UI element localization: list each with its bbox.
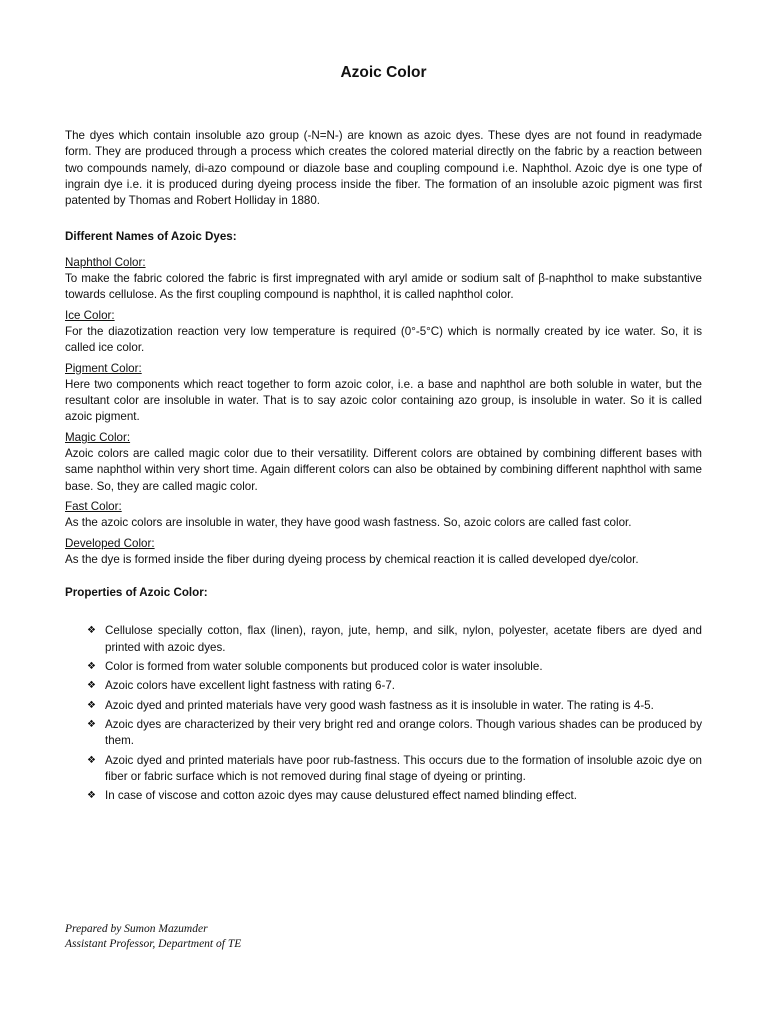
- diamond-bullet-icon: ❖: [87, 754, 96, 766]
- diamond-bullet-icon: ❖: [87, 661, 96, 673]
- list-item: [65, 717, 702, 750]
- name-text: As the dye is formed inside the fiber during dyeing process by chemical reaction it is called developed dye/color.: [65, 552, 639, 566]
- name-heading: Ice Color:: [65, 308, 115, 322]
- footer-position: Assistant Professor, Department of TE: [65, 937, 242, 950]
- diamond-bullet-icon: ❖: [87, 699, 96, 711]
- name-section-magic: [65, 430, 702, 495]
- list-item: [65, 623, 702, 656]
- name-heading: Pigment Color:: [65, 361, 142, 375]
- diamond-bullet-icon: ❖: [87, 790, 96, 802]
- list-item: [65, 659, 702, 675]
- names-heading: Different Names of Azoic Dyes:: [65, 230, 237, 244]
- name-text: As the azoic colors are insoluble in water, they have good wash fastness. So, azoic colors are called fast color.: [65, 516, 632, 530]
- list-item: [65, 698, 702, 714]
- intro-paragraph: The dyes which contain insoluble azo group (-N=N-) are known as azoic dyes. These dyes are not found in readymade form. They are produced through a process which creates the colored material directly on the fabric by a reaction between two compounds namely, di-azo compound or diazole base and coupling compound i.e. Naphthol. Azoic dye is one type of ingrain dye i.e. it is produced during dyeing process inside the fiber. The formation of an insoluble azoic pigment was first patented by Thomas and Robert Holliday in 1880.: [65, 129, 702, 208]
- name-heading: Fast Color:: [65, 499, 122, 513]
- name-section-fast: [65, 499, 702, 532]
- diamond-bullet-icon: ❖: [87, 625, 96, 637]
- property-text: Azoic dyes are characterized by their very bright red and orange colors. Though various shades can be produced by them.: [105, 717, 702, 748]
- properties-list: [65, 623, 702, 804]
- list-item: [65, 753, 702, 786]
- name-text: For the diazotization reaction very low temperature is required (0°-5°C) which is normally created by ice water. So, it is called ice color.: [65, 324, 702, 355]
- footer-author: Prepared by Sumon Mazumder: [65, 923, 208, 935]
- list-item: [65, 788, 702, 804]
- document-footer: [65, 922, 241, 951]
- diamond-bullet-icon: ❖: [87, 718, 96, 730]
- name-text: Azoic colors are called magic color due to their versatility. Different colors are obtained by combining different bases with same naphthol within very short time. Again different colors can also be obtained by combining different naphthol with same base. So, they are called magic color.: [65, 447, 702, 493]
- name-heading: Naphthol Color:: [65, 255, 146, 269]
- name-section-ice: [65, 308, 702, 357]
- list-item: [65, 678, 702, 694]
- name-section-pigment: [65, 361, 702, 426]
- property-text: Cellulose specially cotton, flax (linen), rayon, jute, hemp, and silk, nylon, polyester, acetate fibers are dyed and printed with azoic dyes.: [105, 624, 702, 654]
- name-heading: Developed Color:: [65, 536, 155, 550]
- property-text: Azoic dyed and printed materials have very good wash fastness as it is insoluble in water. The rating is 4-5.: [105, 698, 654, 712]
- properties-heading: Properties of Azoic Color:: [65, 586, 208, 600]
- document-title: Azoic Color: [340, 64, 427, 81]
- name-section-developed: [65, 536, 702, 569]
- property-text: Azoic dyed and printed materials have poor rub-fastness. This occurs due to the formation of insoluble azoic dye on fiber or fabric surface which is not removed during final stage of dyeing or printing.: [105, 753, 702, 783]
- property-text: Azoic colors have excellent light fastness with rating 6-7.: [105, 679, 395, 693]
- name-text: To make the fabric colored the fabric is first impregnated with aryl amide or sodium salt of β-naphthol to make substantive towards cellulose. As the first coupling compound is naphthol, it is called naphthol color.: [65, 272, 702, 302]
- name-text: Here two components which react together to form azoic color, i.e. a base and naphthol are both soluble in water, but the resultant color are insoluble in water. That is to say azoic color containing azo group, is insoluble in water. So it is called azoic pigment.: [65, 377, 702, 424]
- name-heading: Magic Color:: [65, 430, 131, 444]
- document-page: [65, 0, 702, 1024]
- property-text: Color is formed from water soluble components but produced color is water insoluble.: [105, 660, 543, 674]
- property-text: In case of viscose and cotton azoic dyes may cause delustured effect named blinding effect.: [105, 789, 577, 803]
- name-section-naphthol: [65, 255, 702, 304]
- diamond-bullet-icon: ❖: [87, 680, 96, 692]
- document-body: [65, 128, 702, 807]
